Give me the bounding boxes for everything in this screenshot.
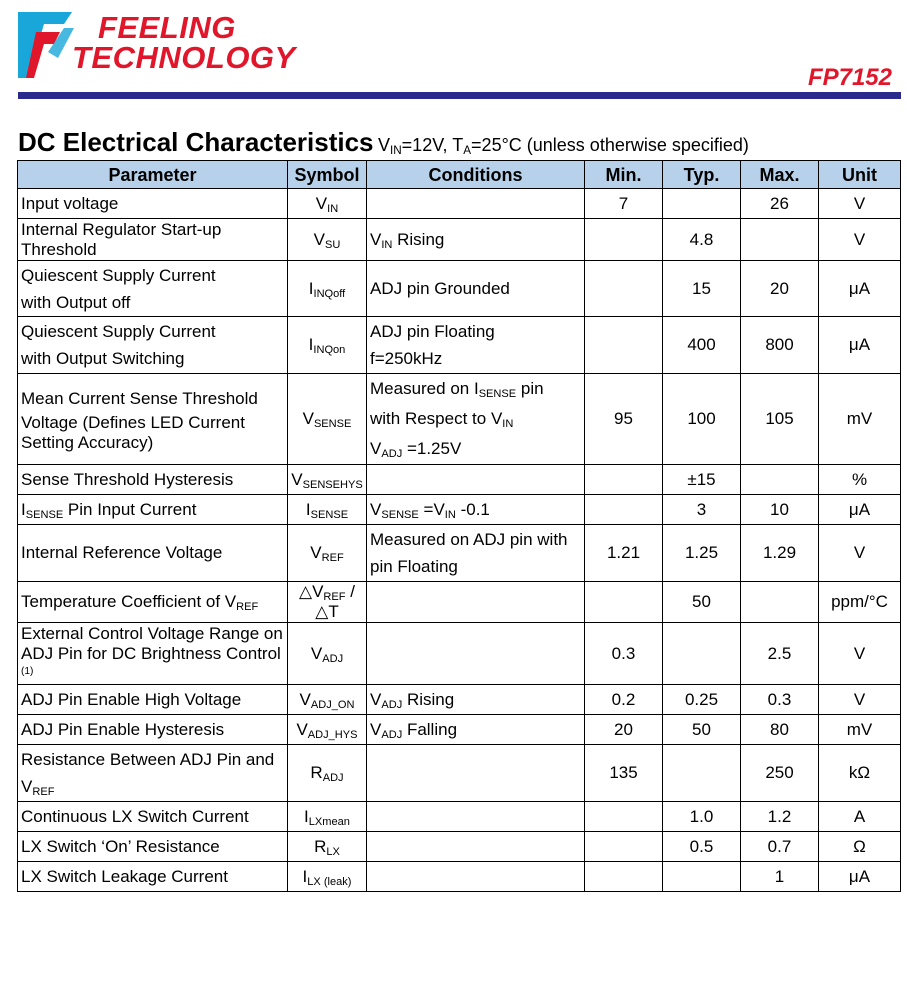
- min-cell: 0.2: [585, 685, 663, 715]
- min-cell: [585, 219, 663, 261]
- unit-cell: A: [819, 802, 901, 832]
- symbol-cell: $I_{INQon}$: [288, 317, 367, 374]
- unit-cell: kΩ: [819, 745, 901, 802]
- symbol-cell: $I_{INQoff}$: [288, 261, 367, 317]
- param-cell: ADJ Pin Enable High Voltage: [18, 685, 288, 715]
- typ-cell: [663, 862, 741, 892]
- typ-cell: [663, 623, 741, 685]
- typ-cell: 0.25: [663, 685, 741, 715]
- conditions-cell: [367, 623, 585, 685]
- param-cell: LX Switch ‘On’ Resistance: [18, 832, 288, 862]
- max-cell: 0.3: [741, 685, 819, 715]
- table-row: [18, 465, 901, 495]
- min-cell: [585, 832, 663, 862]
- table-header-row: [18, 161, 901, 189]
- typ-cell: ±15: [663, 465, 741, 495]
- conditions-cell: [367, 745, 585, 802]
- min-cell: [585, 261, 663, 317]
- symbol-cell: $V_{SU}$: [288, 219, 367, 261]
- unit-cell: mV: [819, 715, 901, 745]
- unit-cell: V: [819, 623, 901, 685]
- conditions-cell: [367, 832, 585, 862]
- unit-cell: V: [819, 525, 901, 582]
- table-row: [18, 862, 901, 892]
- col-header-parameter: Parameter: [18, 161, 288, 189]
- param-cell: Quiescent Supply Current with Output off: [18, 261, 288, 317]
- min-cell: 95: [585, 374, 663, 465]
- conditions-cell: $V_{IN}$ Rising: [367, 219, 585, 261]
- param-cell: Continuous LX Switch Current: [18, 802, 288, 832]
- table-row: [18, 832, 901, 862]
- typ-cell: 50: [663, 715, 741, 745]
- typ-cell: 0.5: [663, 832, 741, 862]
- conditions-cell: [367, 802, 585, 832]
- conditions-cell: ADJ pin Floating f=250kHz: [367, 317, 585, 374]
- symbol-cell: $V_{ADJ}$: [288, 623, 367, 685]
- param-cell: Temperature Coefficient of $V_{REF}$: [18, 582, 288, 623]
- param-cell: ADJ Pin Enable Hysteresis: [18, 715, 288, 745]
- symbol-cell: $V_{ADJ\_ON}$: [288, 685, 367, 715]
- typ-cell: 1.0: [663, 802, 741, 832]
- param-cell: Internal Regulator Start-up Threshold: [18, 219, 288, 261]
- symbol-cell: $I_{SENSE}$: [288, 495, 367, 525]
- conditions-cell: $V_{ADJ}$ Rising: [367, 685, 585, 715]
- typ-cell: [663, 189, 741, 219]
- typ-cell: 1.25: [663, 525, 741, 582]
- symbol-cell: $R_{ADJ}$: [288, 745, 367, 802]
- param-cell: Input voltage: [18, 189, 288, 219]
- col-header-max: Max.: [741, 161, 819, 189]
- param-cell: $I_{SENSE}$ Pin Input Current: [18, 495, 288, 525]
- max-cell: 250: [741, 745, 819, 802]
- param-cell: External Control Voltage Range on ADJ Pin for DC Brightness Control $^{(1)}$: [18, 623, 288, 685]
- typ-cell: 100: [663, 374, 741, 465]
- min-cell: 1.21: [585, 525, 663, 582]
- section-title: DC Electrical Characteristics: [18, 127, 374, 157]
- conditions-cell: [367, 582, 585, 623]
- unit-cell: ppm/°C: [819, 582, 901, 623]
- max-cell: 26: [741, 189, 819, 219]
- unit-cell: V: [819, 685, 901, 715]
- typ-cell: 4.8: [663, 219, 741, 261]
- table-row: [18, 582, 901, 623]
- unit-cell: μA: [819, 862, 901, 892]
- param-cell: Internal Reference Voltage: [18, 525, 288, 582]
- symbol-cell: $I_{LXmean}$: [288, 802, 367, 832]
- table-row: [18, 525, 901, 582]
- unit-cell: mV: [819, 374, 901, 465]
- unit-cell: Ω: [819, 832, 901, 862]
- typ-cell: [663, 745, 741, 802]
- symbol-cell: $I_{LX (leak)}$: [288, 862, 367, 892]
- company-logo: [14, 8, 334, 82]
- max-cell: [741, 465, 819, 495]
- col-header-min: Min.: [585, 161, 663, 189]
- min-cell: [585, 802, 663, 832]
- min-cell: [585, 495, 663, 525]
- max-cell: 1.2: [741, 802, 819, 832]
- table-row: [18, 219, 901, 261]
- unit-cell: %: [819, 465, 901, 495]
- param-cell: Sense Threshold Hysteresis: [18, 465, 288, 495]
- table-row: [18, 745, 901, 802]
- table-row: [18, 495, 901, 525]
- typ-cell: 50: [663, 582, 741, 623]
- conditions-cell: $V_{ADJ}$ Falling: [367, 715, 585, 745]
- max-cell: 105: [741, 374, 819, 465]
- max-cell: 10: [741, 495, 819, 525]
- min-cell: 0.3: [585, 623, 663, 685]
- conditions-cell: Measured on $I_{SENSE}$ pin with Respect to $V_{IN}$ $V_{ADJ} =1.25V$: [367, 374, 585, 465]
- unit-cell: μA: [819, 317, 901, 374]
- col-header-symbol: Symbol: [288, 161, 367, 189]
- min-cell: [585, 582, 663, 623]
- param-cell: LX Switch Leakage Current: [18, 862, 288, 892]
- unit-cell: V: [819, 219, 901, 261]
- table-row: [18, 374, 901, 465]
- symbol-cell: $V_{ADJ\_HYS}$: [288, 715, 367, 745]
- min-cell: [585, 317, 663, 374]
- conditions-cell: [367, 189, 585, 219]
- symbol-cell: $\triangle V_{REF}$ / △T: [288, 582, 367, 623]
- param-cell: Quiescent Supply Current with Output Switching: [18, 317, 288, 374]
- max-cell: 0.7: [741, 832, 819, 862]
- min-cell: 7: [585, 189, 663, 219]
- max-cell: 80: [741, 715, 819, 745]
- table-row: [18, 715, 901, 745]
- logo-text-feeling: FEELING: [98, 10, 236, 45]
- max-cell: 800: [741, 317, 819, 374]
- max-cell: 1: [741, 862, 819, 892]
- typ-cell: 3: [663, 495, 741, 525]
- param-cell: Resistance Between ADJ Pin and $V_{REF}$: [18, 745, 288, 802]
- symbol-cell: $R_{LX}$: [288, 832, 367, 862]
- header-rule: [18, 92, 901, 99]
- symbol-cell: $V_{SENSE}$: [288, 374, 367, 465]
- unit-cell: μA: [819, 261, 901, 317]
- unit-cell: μA: [819, 495, 901, 525]
- param-cell: Mean Current Sense Threshold Voltage (Defines LED Current Setting Accuracy): [18, 374, 288, 465]
- conditions-cell: [367, 862, 585, 892]
- table-row: [18, 189, 901, 219]
- max-cell: 20: [741, 261, 819, 317]
- typ-cell: 400: [663, 317, 741, 374]
- table-row: [18, 802, 901, 832]
- table-row: [18, 261, 901, 317]
- min-cell: [585, 465, 663, 495]
- symbol-cell: $V_{IN}$: [288, 189, 367, 219]
- typ-cell: 15: [663, 261, 741, 317]
- table-row: [18, 685, 901, 715]
- max-cell: [741, 582, 819, 623]
- unit-cell: V: [819, 189, 901, 219]
- min-cell: 20: [585, 715, 663, 745]
- max-cell: 2.5: [741, 623, 819, 685]
- max-cell: [741, 219, 819, 261]
- col-header-typ: Typ.: [663, 161, 741, 189]
- symbol-cell: $V_{REF}$: [288, 525, 367, 582]
- conditions-cell: [367, 465, 585, 495]
- min-cell: [585, 862, 663, 892]
- table-row: [18, 317, 901, 374]
- section-heading: [18, 127, 749, 158]
- col-header-conditions: Conditions: [367, 161, 585, 189]
- max-cell: 1.29: [741, 525, 819, 582]
- conditions-cell: Measured on ADJ pin with pin Floating: [367, 525, 585, 582]
- dc-characteristics-table: [17, 160, 901, 892]
- table-row: [18, 623, 901, 685]
- min-cell: 135: [585, 745, 663, 802]
- test-conditions: $V_{IN}=12V$, $T_A=25^\circ C$ (unless otherwise specified): [377, 135, 749, 157]
- part-number: FP7152: [807, 64, 892, 91]
- logo-text-technology: TECHNOLOGY: [72, 40, 296, 75]
- conditions-cell: $V_{SENSE} =V_{IN}$ -0.1: [367, 495, 585, 525]
- symbol-cell: $V_{SENSEHYS}$: [288, 465, 367, 495]
- conditions-cell: ADJ pin Grounded: [367, 261, 585, 317]
- col-header-unit: Unit: [819, 161, 901, 189]
